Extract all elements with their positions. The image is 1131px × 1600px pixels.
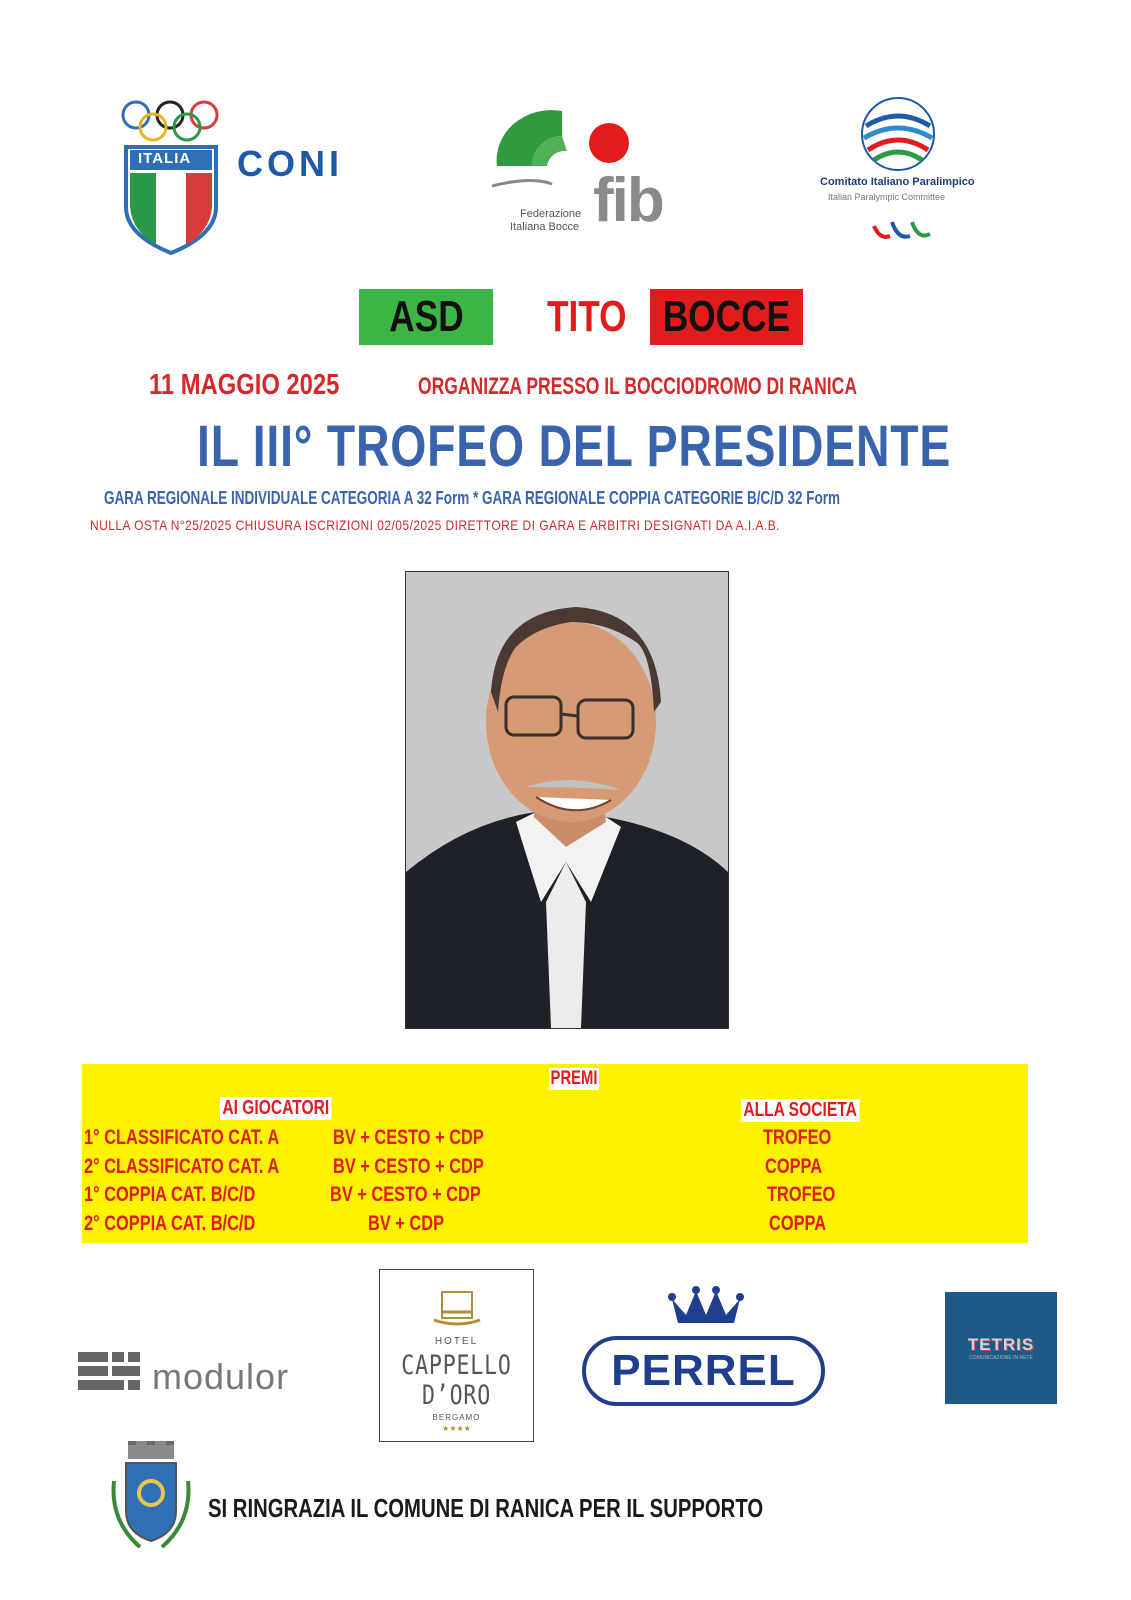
event-categories: GARA REGIONALE INDIVIDUALE CATEGORIA A 32 Form * GARA REGIONALE COPPIA CATEGORIE B/C/D 32 Form [104, 488, 841, 508]
prize-club: COPPA [769, 1212, 827, 1235]
tetris-logo [945, 1292, 1057, 1404]
agitos-icon [866, 206, 936, 251]
hotel-name-line2: D’ORO [421, 1380, 492, 1411]
prize-club: TROFEO [763, 1126, 832, 1149]
prize-club: TROFEO [767, 1183, 836, 1206]
cip-name-english: Italian Paralympic Committee [828, 192, 946, 202]
tetris-tagline: COMUNICAZIONE IN RETE [969, 1355, 1033, 1361]
fib-sub-line2: Italiana Bocce [510, 221, 580, 233]
event-venue: ORGANIZZA PRESSO IL BOCCIODROMO DI RANICA [418, 373, 857, 400]
footer-thanks: SI RINGRAZIA IL COMUNE DI RANICA PER IL SUPPORTO [208, 1493, 764, 1523]
hotel-city: BERGAMO [432, 1413, 481, 1422]
paralympic-sphere-icon [858, 96, 940, 174]
crown-icon [668, 1285, 744, 1334]
coni-name: CONI [237, 143, 343, 184]
prize-players: BV + CESTO + CDP [333, 1126, 484, 1149]
organizer-tito [540, 289, 633, 345]
perrel-logo [582, 1336, 825, 1406]
bocce-label: BOCCE [662, 292, 791, 341]
prize-rank: 2° COPPIA CAT. B/C/D [84, 1212, 256, 1235]
olympic-rings-icon [118, 95, 228, 255]
fib-name: fib [593, 166, 663, 235]
hotel-cappello-doro-logo [379, 1269, 534, 1442]
president-photo [405, 571, 729, 1029]
club-prizes-header: ALLA SOCIETA [741, 1099, 859, 1122]
tito-label: TITO [546, 292, 627, 341]
perrel-name: PERREL [611, 1346, 796, 1395]
fib-sub-line1: Federazione [520, 208, 582, 220]
top-hat-icon [432, 1288, 482, 1328]
coni-badge-text: ITALIA [138, 150, 192, 167]
prize-club: COPPA [765, 1155, 823, 1178]
modulor-name: modulor [152, 1356, 290, 1397]
hotel-label: HOTEL [434, 1336, 479, 1347]
prize-players: BV + CESTO + CDP [333, 1155, 484, 1178]
prize-players: BV + CESTO + CDP [330, 1183, 481, 1206]
hotel-stars: ★★★★ [442, 1424, 471, 1433]
organizer-bocce [650, 289, 803, 345]
event-info: NULLA OSTA N°25/2025 CHIUSURA ISCRIZIONI 02/05/2025 DIRETTORE DI GARA E ARBITRI DESIGNATI DA A.I.A.B. [90, 517, 780, 533]
prizes-title: PREMI [550, 1068, 598, 1089]
prize-rank: 1° CLASSIFICATO CAT. A [84, 1126, 280, 1149]
players-prizes-header: AI GIOCATORI [220, 1097, 332, 1120]
coni-logo [118, 95, 228, 255]
hotel-name-line1: CAPPELLO [401, 1350, 512, 1381]
organizer-asd [359, 289, 493, 345]
modulor-grid-icon [78, 1352, 140, 1392]
event-title: IL III° TROFEO DEL PRESIDENTE [197, 414, 952, 479]
prize-rank: 2° CLASSIFICATO CAT. A [84, 1155, 280, 1178]
portrait-image [406, 572, 728, 1028]
tetris-name: TETRIS [967, 1335, 1035, 1354]
ranica-coat-of-arms-icon [110, 1441, 192, 1556]
event-date: 11 MAGGIO 2025 [149, 369, 340, 401]
modulor-logo [78, 1352, 140, 1397]
prize-players: BV + CDP [368, 1212, 445, 1235]
asd-label: ASD [388, 292, 464, 341]
cip-name: Comitato Italiano Paralimpico [820, 176, 975, 188]
prize-rank: 1° COPPIA CAT. B/C/D [84, 1183, 256, 1206]
cip-logo-mark [858, 96, 940, 179]
